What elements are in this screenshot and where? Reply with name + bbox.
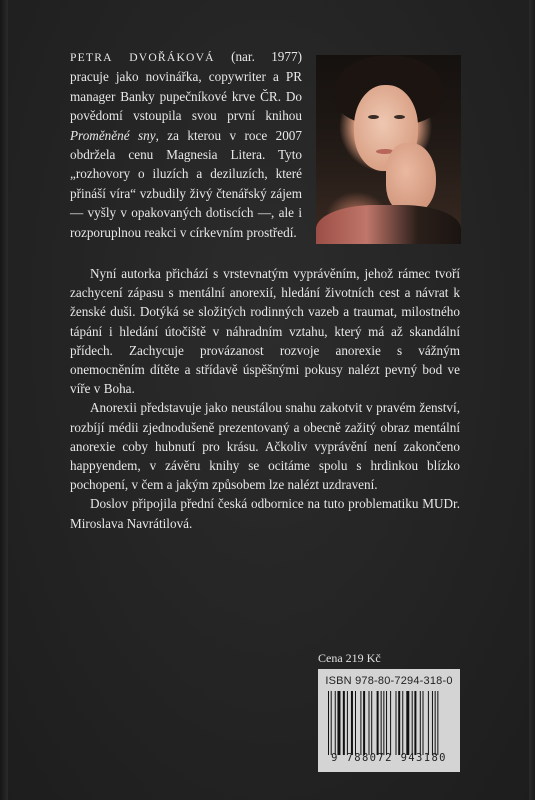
description-paragraph: Anorexii představuje jako neustálou snahu zakotvit v pravém ženství, rozbíjí médii zjednodušeně prezentovaný a obecně zažitý obraz mentální anorexie coby hubnutí pro krásu. Ačkoliv vyprávění není zakončeno happyendem, v závěru knihy se ocitáme spolu s hrdinkou blízko pochopení, v čem a jakým způsobem lze nalézt uzdravení. xyxy=(70,400,460,493)
author-bio-intro: (nar. 1977) pracuje jako novinářka, copywriter a PR manager Banky pupečníkové krve ČR. Do povědomí vstoupila svou první knihou xyxy=(70,49,302,124)
spine-edge xyxy=(0,0,8,800)
barcode-panel xyxy=(318,669,460,772)
price-label: Cena 219 Kč xyxy=(318,651,381,665)
barcode-icon xyxy=(328,691,452,755)
author-name: PETRA DVOŘÁKOVÁ xyxy=(70,51,215,64)
description-paragraph: Doslov připojila přední česká odbornice na tuto problematiku MUDr. Miroslava Navrátilová. xyxy=(70,496,460,531)
cover-edge xyxy=(529,0,535,800)
book-description xyxy=(70,264,460,533)
author-bio-rest: , za kterou v roce 2007 obdržela cenu Magnesia Litera. Tyto „rozhovory o iluzích a deziluzích, které přináší víra“ vzbudily živý čtenářský zájem — vyšly v opakovaných dotiscích —, ale i rozporuplnou reakci v církevním prostředí. xyxy=(70,127,302,240)
isbn-number: ISBN 978-80-7294-318-0 xyxy=(325,675,453,687)
author-photo xyxy=(316,55,461,244)
description-paragraph: Nyní autorka přichází s vrstevnatým vyprávěním, jehož rámec tvoří zachycení zápasu s mentální anorexií, hledání životních cest a návrat k ženské duši. Dotýká se složitých rodinných vazeb a traumat, milostného tápání i hledání útočiště v náhradním vztahu, který má až skandální přídech. Zachycuje provázanost rozvoje anorexie s vážným onemocněním dítěte a střídavě úspěšnými pokusy nalézt pevný bod ve víře v Boha. xyxy=(70,266,460,397)
ean-number: 9 788072 943180 xyxy=(331,752,447,764)
previous-book-title: Proměněné sny xyxy=(70,127,156,143)
author-bio xyxy=(70,47,302,242)
